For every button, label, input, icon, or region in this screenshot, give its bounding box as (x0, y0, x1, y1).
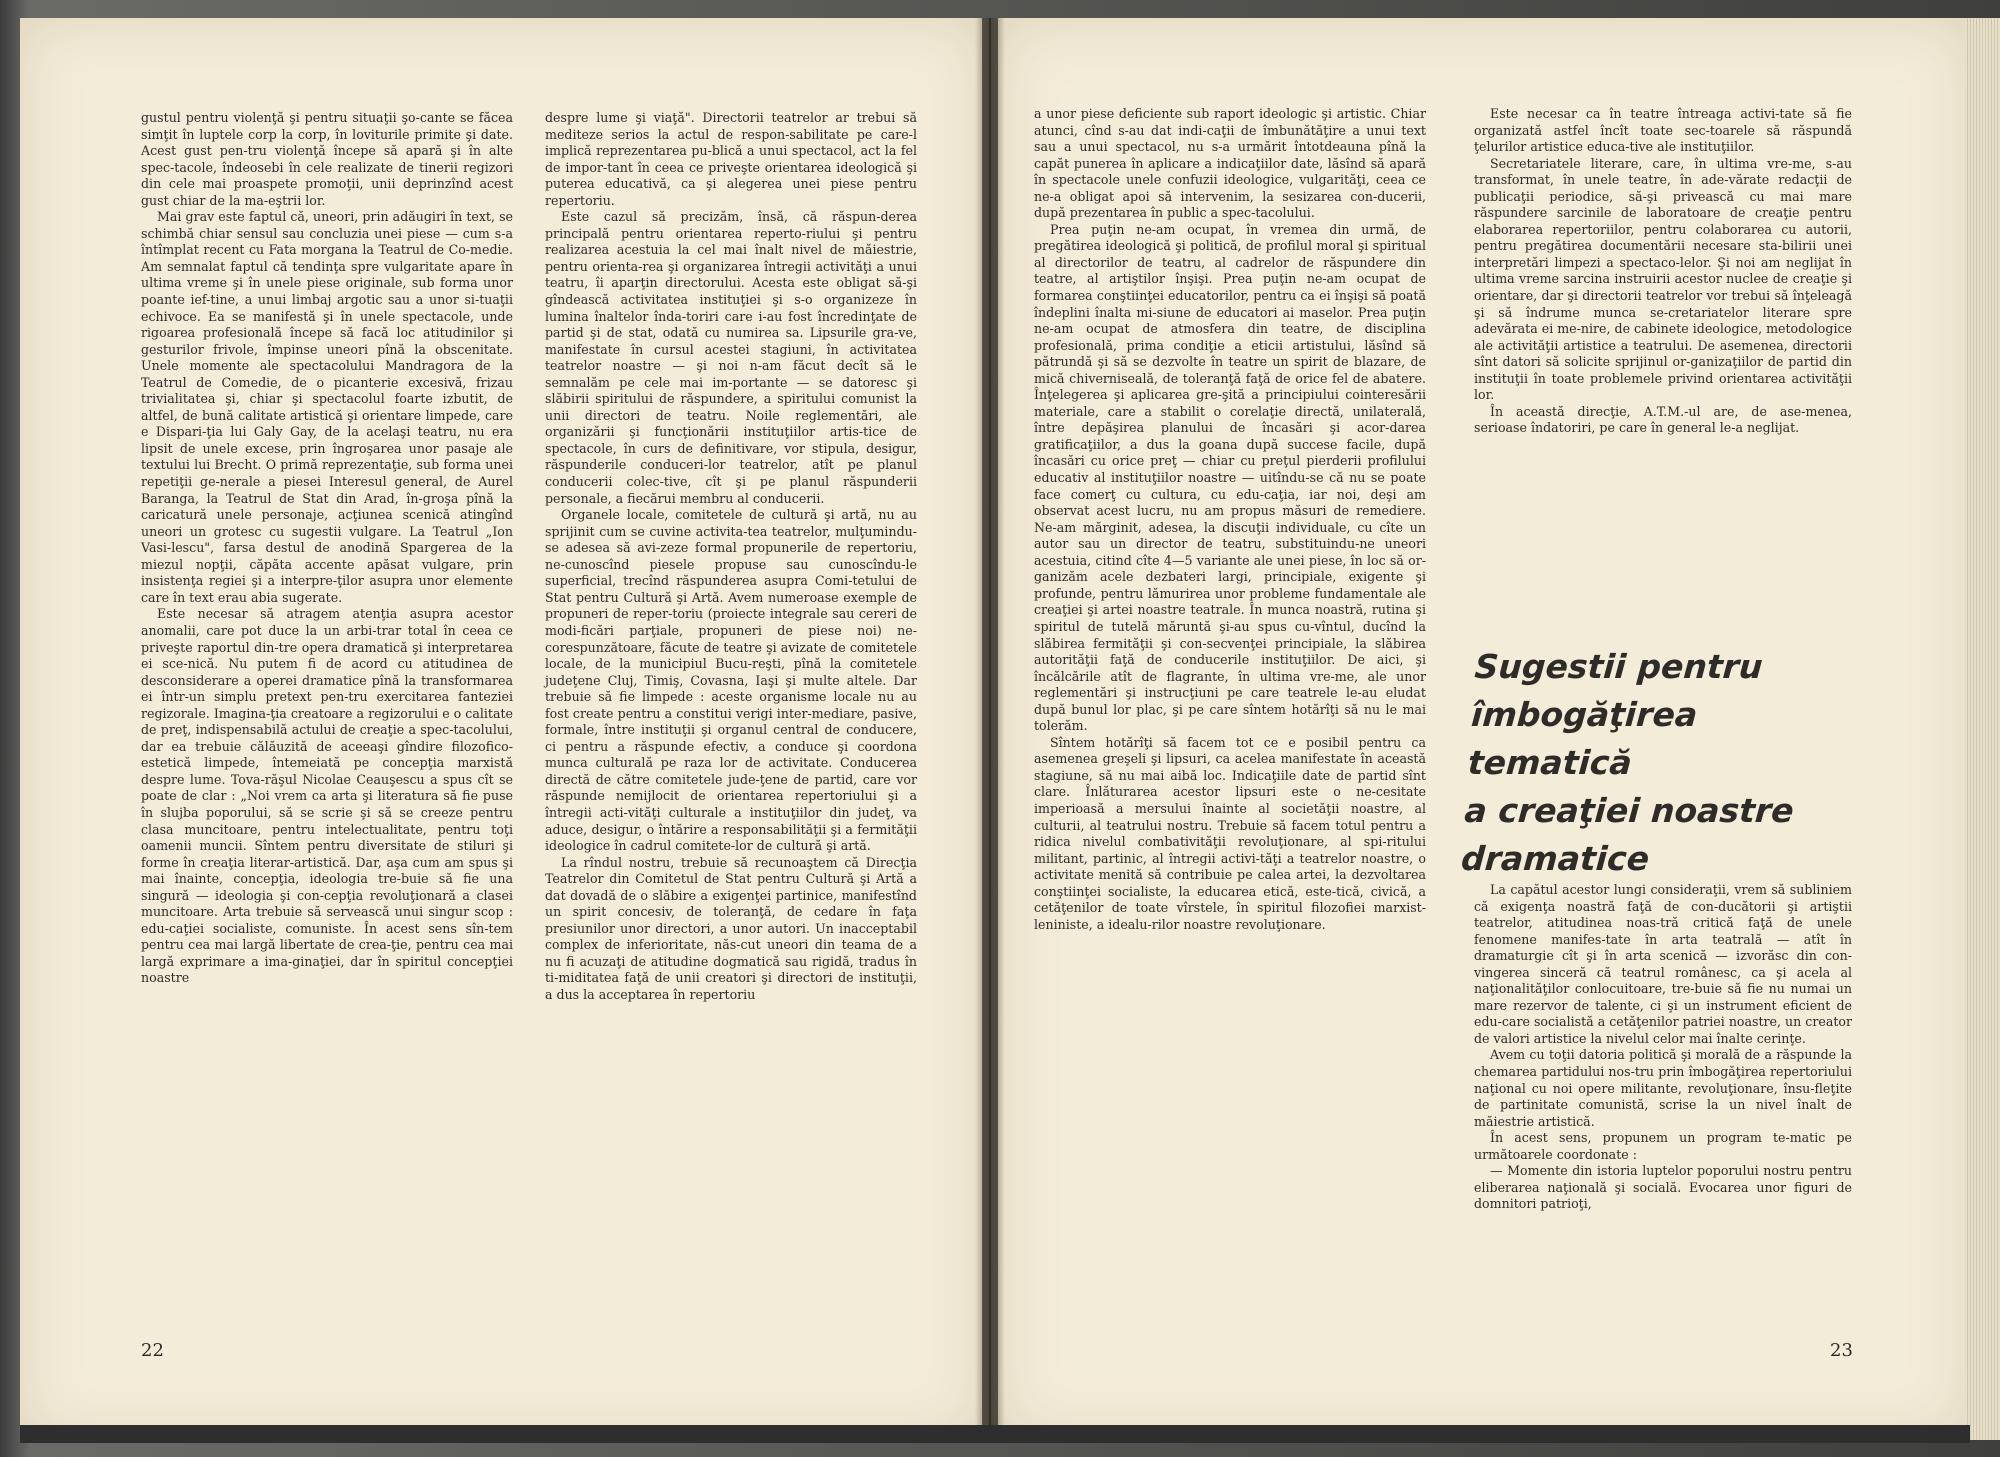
heading-line: a creaţiei noastre (1463, 791, 1796, 830)
paragraph: Organele locale, comitetele de cultură şi artă, nu au sprijinit cum se cuvine activita-tea teatrelor, mulţumindu-se adesea să avi-zeze formal propunerile de repertoriu, ne-cunoscînd piesele propuse sau cunoscîndu-le superficial, trecînd răspunderea asupra Comi-tetului de Stat pentru Cultură şi Artă. Avem numeroase exemple de propuneri de reper-toriu (proiecte integrale sau cereri de modi-ficări parţiale, propuneri de piese noi) ne-corespunzătoare, făcute de teatre şi avizate de comitetele locale, de la municipiul Bucu-reşti, pînă la comitetele judeţene Cluj, Timiş, Covasna, Iaşi şi multe altele. Dar trebuie să fie limpede : aceste organisme locale nu au fost create pentru a constitui verigi inter-mediare, pasive, formale, între instituţii şi organul central de conducere, ci pentru a răspunde efectiv, a conduce şi coordona munca culturală pe raza lor de activitate. Conducerea directă de către comitetele jude-ţene de partid, care vor răspunde nemijlocit de orientarea repertoriului şi a întregii acti-vităţi culturale a instituţiilor din judeţ, va aduce, desigur, o întărire a responsabilităţii şi a fermităţii ideologice în cadrul comitete-lor de cultură şi artă. (545, 507, 917, 854)
paragraph: În această direcţie, A.T.M.-ul are, de ase-menea, serioase îndatoriri, pe care în general le-a neglijat. (1474, 403, 1852, 436)
paragraph: Sîntem hotărîţi să facem tot ce e posibil pentru ca asemenea greşeli şi lipsuri, ca acelea manifestate în această stagiune, să nu mai aibă loc. Indicaţiile date de partid sînt clare. Înlăturarea acestor lipsuri este o ne-cesitate imperioasă a mersului înainte al societăţii noastre, al culturii, al teatrului nostru. Trebuie să facem totul pentru a ridica nivelul combativităţii revoluţionare, al spi-ritului militant, partinic, al întregii activi-tăţi a teatrelor noastre, o activitate menită să contribuie pe calea artei, la dezvoltarea conştiinţei socialiste, la educarea etică, este-tică, civică, a cetăţenilor de toate vîrstele, în spiritul filozofiei marxist-leniniste, a idealu-rilor noastre revoluţionare. (1034, 734, 1426, 932)
left-page-column-2 (545, 110, 917, 1004)
page-edges (1965, 18, 2000, 1440)
right-page-column-2-bottom (1474, 882, 1852, 1213)
heading-line: Sugestii pentru (1473, 647, 1764, 686)
heading-line: îmbogăţirea tematică (1466, 695, 1699, 782)
paragraph: Secretariatele literare, care, în ultima vre-me, s-au transformat, în unele teatre, în ade-vărate redacţii de publicaţii periodice, să-şi privească cu mai mare răspundere sarcinile de laboratoare de creaţie pentru elaborarea repertoriilor, pentru colaborarea cu autorii, pentru pregătirea documentării necesare sta-bilirii unei interpretări limpezi a spectaco-lelor. Şi noi am neglijat în ultima vreme sarcina instruirii acestor nuclee de creaţie şi orientare, dar şi directorii teatrelor vor trebui să înţeleagă şi să îndrume munca se-cretariatelor literare spre adevărata ei me-nire, de cabinete ideologice, metodologice ale activităţii artistice a teatrului. De asemenea, directorii sînt datori să solicite sprijinul or-ganizaţiilor de partid din instituţii în toate problemele privind orientarea activităţii lor. (1474, 155, 1852, 403)
paragraph: Este cazul să precizăm, însă, că răspun-derea principală pentru orientarea reperto-riului şi pentru realizarea acestuia la cel mai înalt nivel de măiestrie, pentru orienta-rea şi organizarea întregii activităţi a unui teatru, îi aparţin directorului. Acesta este obligat să-şi gîndească activitatea instituţiei şi s-o organizeze în lumina înaltelor înda-toriri care i-au fost încredinţate de partid şi de stat, odată cu numirea sa. Lipsurile gra-ve, manifestate în cursul acestei stagiuni, în activitatea teatrelor noastre — şi noi n-am făcut decît să le semnalăm pe cele mai im-portante — se datoresc şi slăbirii spiritului de răspundere, a spiritului comunist la unii directori de teatru. Noile reglementări, ale organizării şi funcţionării instituţiilor artis-tice de spectacole, în curs de definitivare, vor stipula, desigur, răspunderile conduceri-lor teatrelor, atît pe planul conducerii colec-tive, cît şi pe planul răspunderii personale, a fiecărui membru al conducerii. (545, 209, 917, 506)
paragraph: Mai grav este faptul că, uneori, prin adăugiri în text, se schimbă chiar sensul sau concluzia unei piese — cum s-a întîmplat recent cu Fata morgana la Teatrul de Co-medie. Am semnalat faptul că tendinţa spre vulgaritate apare în ultima vreme şi în unele piese originale, sub forma unor poante ief-tine, a unui limbaj argotic sau a unor si-tuaţii echivoce. Ea se manifestă şi în unele spectacole, unde rigoarea profesională începe să facă loc atitudinilor şi gesturilor frivole, împinse uneori pînă la obscenitate. Unele momente ale spectacolului Mandragora de la Teatrul de Comedie, de o picanterie excesivă, frizau trivialitatea şi, chiar şi spectacolul foarte izbutit, de altfel, de bună calitate artistică şi orientare limpede, care e Dispari-ţia lui Galy Gay, de la acelaşi teatru, nu era lipsit de unele excese, prin îngroşarea unor pasaje ale textului lui Brecht. O primă reprezentaţie, sub forma unei repetiţii ge-nerale a piesei Interesul general, de Aurel Baranga, la Teatrul de Stat din Arad, în-groşa pînă la caricatură unele personaje, acţiunea scenică atingînd uneori un grotesc cu sugestii vulgare. La Teatrul „Ion Vasi-lescu", farsa destul de anodină Spargerea de la miezul nopţii, căpăta accente apăsat vulgare, prin insistenţa regiei şi a interpre-ţilor asupra unor elemente care în text erau abia sugerate. (141, 209, 513, 605)
right-page-column-2-top (1474, 106, 1852, 437)
book-gutter (975, 18, 1005, 1440)
paragraph: La capătul acestor lungi consideraţii, vrem să subliniem că exigenţa noastră faţă de con-ducătorii şi artiştii teatrelor, atitudinea noas-tră critică faţă de unele fenomene manifes-tate în arta teatrală — atît în dramaturgie cît şi în arta scenică — izvorăsc din con-vingerea sinceră că teatrul românesc, ca şi acela al naţionalităţilor conlocuitoare, tre-buie să fie nu numai un mare rezervor de talente, ci şi un instrument eficient de edu-care socialistă a cetăţenilor patriei noastre, un creator de valori artistice la nivelul celor mai înalte cerinţe. (1474, 882, 1852, 1046)
paragraph: Prea puţin ne-am ocupat, în vremea din urmă, de pregătirea ideologică şi politică, de profilul moral şi spiritual al directorilor de teatru, al cadrelor de răspundere din teatre, al artiştilor înşişi. Prea puţin ne-am ocupat de formarea conştiinţei educatorilor, pentru ca ei înşişi să poată îndeplini înalta mi-siune de educatori ai maselor. Prea puţin ne-am ocupat de atmosfera din teatre, de disciplina profesională, prima condiţie a eticii artistului, lăsînd să pătrundă şi să se dezvolte în teatre un spirit de blazare, de mică chiverniseală, de toleranţă faţă de orice fel de abatere. Înţelegerea şi aplicarea gre-şită a principiului cointeresării materiale, care a stabilit o corelaţie directă, unilaterală, între depăşirea planului de încasări şi acor-darea gratificaţiilor, a dus la goana după succese facile, după încasări cu orice preţ — chiar cu preţul pierderii profilului educativ al instituţiilor noastre — uitîndu-se că nu se poate face comerţ cu cultura, cu edu-caţia, iar noi, deşi am observat acest lucru, nu am propus măsuri de remediere. Ne-am mărginit, adesea, la discuţii individuale, cu cîte un autor sau un director de teatru, substituindu-ne uneori acestuia, citind cîte 4—5 variante ale unei piese, în loc să or-ganizăm acele dezbateri largi, principiale, exigente şi profunde, pentru lămurirea unor probleme fundamentale ale creaţiei şi artei noastre teatrale. În munca noastră, rutina şi spiritul de tutelă măruntă şi-au spus cu-vîntul, ducînd la slăbirea fermităţii şi con-secvenţei principiale, la slăbirea autorităţii faţă de conducerile instituţiilor. De aici, şi încălcările atît de flagrante, în ultima vre-me, ale unor reglementări şi instrucţiuni pe care teatrele le-au eludat după bunul lor plac, şi pe care sîntem hotărîţi să nu le mai tolerăm. (1034, 221, 1426, 734)
page-number-right: 23 (1830, 1340, 1853, 1361)
paragraph: În acest sens, propunem un program te-matic pe următoarele coordonate : (1474, 1130, 1852, 1162)
paragraph: a unor piese deficiente sub raport ideologic şi artistic. Chiar atunci, cînd s-au dat indi-caţii de îmbunătăţire a unui text sau a unui spectacol, nu s-a urmărit întotdeauna pînă la capăt punerea în aplicare a indicaţiilor date, lăsînd să apară în spectacole unele confuzii ideologice, vulgarităţi, ceea ce ne-a obligat apoi să intervenim, la sesizarea con-ducerii, după prezentarea în public a spec-tacolului. (1034, 106, 1426, 221)
paragraph: La rîndul nostru, trebuie să recunoaştem că Direcţia Teatrelor din Comitetul de Stat pentru Cultură şi Artă a dat dovadă de o slăbire a exigenţei partinice, manifestînd un spirit concesiv, de toleranţă, de cedare în faţa presiunilor unor directori, a unor autori. Un inacceptabil complex de inferioritate, năs-cut uneori din teama de a nu fi acuzaţi de atitudine dogmatică sau rigidă, tradus în ti-miditatea faţă de unii creatori şi directori de instituţii, a dus la acceptarea în repertoriu (545, 854, 917, 1002)
paragraph: Este necesar ca în teatre întreaga activi-tate să fie organizată astfel încît toate sec-toarele să răspundă ţelurilor artistice educa-tive ale instituţiilor. (1474, 106, 1852, 155)
bottom-edge (20, 1425, 1970, 1443)
paragraph: despre lume şi viaţă". Directorii teatrelor ar trebui să mediteze serios la actul de respon-sabilitate pe care-l implică reprezentarea pu-blică a unui spectacol, act la fel de impor-tant în ceea ce priveşte orientarea ideologică şi puterea educativă, ca şi alegerea unei piese pentru repertoriu. (545, 110, 917, 208)
paragraph: Avem cu toţii datoria politică şi morală de a răspunde la chemarea partidului nos-tru prin îmbogăţirea repertoriului naţional cu noi opere militante, revoluţionare, însu-fleţite de partinitate comunistă, scrise la un nivel înalt de măiestrie artistică. (1474, 1047, 1852, 1129)
right-page-column-1 (1034, 106, 1426, 933)
paragraph: — Momente din istoria luptelor poporului nostru pentru eliberarea naţională şi socială. Evocarea unor figuri de domnitori patrioţi, (1474, 1163, 1852, 1212)
section-heading (1460, 643, 1867, 883)
paragraph: Este necesar să atragem atenţia asupra acestor anomalii, care pot duce la un arbi-trar total în ceea ce priveşte raportul din-tre opera dramatică şi interpretarea ei sce-nică. Nu putem fi de acord cu atitudinea de desconsiderare a operei dramatice pînă la transformarea ei într-un simplu pretext pen-tru exercitarea fanteziei regizorale. Imagina-ţia creatoare a regizorului e o calitate de preţ, indispensabilă actului de creaţie a spec-tacolului, dar ea trebuie călăuzită de aceeaşi gîndire filozofico-estetică limpede, întemeiată pe concepţia marxistă despre lume. Tova-răşul Nicolae Ceauşescu a spus cît se poate de clar : „Noi vrem ca arta şi literatura să fie puse în slujba poporului, să se scrie şi să se creeze pentru clasa muncitoare, pentru intelectualitate, pentru toţi oamenii muncii. Sîntem pentru diversitate de stiluri şi forme în creaţia literar-artistică. Dar, aşa cum am spus şi mai înainte, concepţia, ideologia tre-buie să fie una singură — ideologia şi con-cepţia revoluţionară a clasei muncitoare. Arta trebuie să servească unui singur scop : edu-caţiei socialiste, comuniste. În acest sens sîn-tem pentru cea mai largă libertate de crea-ţie, pentru cea mai largă exprimare a ima-ginaţiei, dar în spiritul concepţiei noastre (141, 606, 513, 986)
left-page-column-1 (141, 110, 513, 987)
paragraph: gustul pentru violenţă şi pentru situaţii şo-cante se făcea simţit în luptele corp la corp, în loviturile primite şi date. Acest gust pen-tru violenţă începe să apară şi în alte spec-tacole, îndeosebi în cele realizate de tinerii regizori din cele mai proaspete promoţii, unii deprinzînd acest gust chiar de la ma-eştrii lor. (141, 110, 513, 208)
heading-line: dramatice (1459, 839, 1651, 878)
page-number-left: 22 (141, 1340, 164, 1361)
